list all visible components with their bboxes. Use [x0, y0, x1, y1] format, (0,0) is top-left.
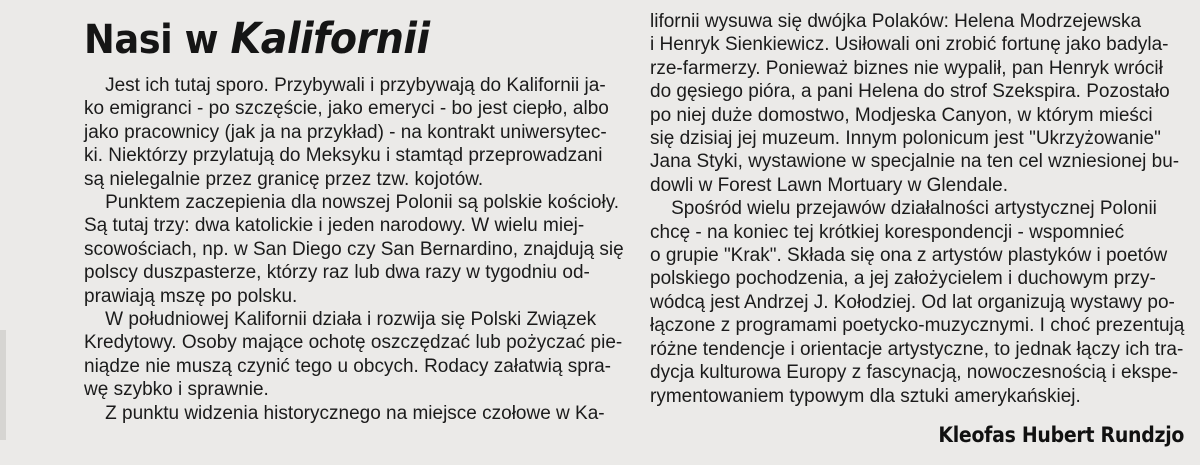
text-line: polscy duszpasterze, którzy raz lub dwa razy w tygodniu od- — [84, 262, 590, 284]
text-line: różne tendencje i orientacje artystyczne, to jednak łączy ich tra- — [650, 338, 1184, 360]
text-line: chcę - na koniec tej krótkiej korespondencji - wspomnieć — [650, 221, 1125, 243]
text-line: po niej duże domostwo, Modjeska Canyon, w którym mieści — [650, 104, 1153, 126]
text-line: rze-farmerzy. Ponieważ biznes nie wypalił, pan Henryk wrócił — [650, 57, 1163, 79]
right-paragraph — [650, 10, 1186, 197]
text-line: do gęsiego pióra, a pani Helena do strof Szekspira. Pozostało — [650, 81, 1170, 103]
text-line: lifornii wysuwa się dwójka Polaków: Helena Modrzejewska — [650, 11, 1142, 32]
text-line: polskiego pochodzenia, a jej założycielem i duchowym przy- — [650, 268, 1156, 290]
headline-plain: Nasi w — [84, 17, 231, 63]
text-line: scowościach, np. w San Diego czy San Bernardino, znajdują się — [84, 238, 624, 260]
right-column — [650, 6, 1186, 408]
text-line: prawiają mszę po polsku. — [84, 285, 298, 307]
text-line: o grupie "Krak". Składa się ona z artystów plastyków i poetów — [650, 245, 1168, 267]
left-paragraph — [84, 191, 624, 308]
text-line: rymentowaniem typowym dla sztuki amerykańskiej. — [650, 385, 1081, 407]
text-line: ki. Niektórzy przylatują do Meksyku i stamtąd przeprowadzani — [84, 145, 603, 167]
text-line: dowli w Forest Lawn Mortuary w Glendale. — [650, 174, 1008, 196]
left-paragraph — [84, 308, 623, 402]
text-line: się dzisiaj jej muzeum. Innym polonicum jest "Ukrzyżowanie" — [650, 128, 1161, 150]
text-line: i Henryk Sienkiewicz. Usiłowali oni zrobić fortunę jako badyla- — [650, 34, 1169, 56]
author-signature: Kleofas Hubert Rundzjo — [938, 423, 1184, 447]
right-column-text — [650, 10, 1186, 408]
text-line: wę szybko i sprawnie. — [84, 379, 269, 401]
text-line: są nielegalnie przez granicę przez tzw. kojotów. — [84, 168, 484, 190]
text-line: ko emigranci - po szczęście, jako emeryci - bo jest ciepło, albo — [84, 98, 609, 120]
text-line: dycja kulturowa Europy z fascynacją, nowoczesnością i ekspe- — [650, 362, 1179, 384]
headline-italic: Kalifornii — [230, 14, 430, 64]
left-paragraph — [84, 74, 616, 191]
left-paragraph — [84, 402, 616, 425]
text-line: Jest ich tutaj sporo. Przybywali i przybywają do Kalifornii ja- — [84, 75, 606, 96]
text-line: wódcą jest Andrzej J. Kołodziej. Od lat organizują wystawy po- — [650, 291, 1175, 313]
text-line: Z punktu widzenia historycznego na miejsce czołowe w Ka- — [84, 402, 605, 424]
article-headline — [84, 14, 573, 65]
text-line: Spośród wielu przejawów działalności artystycznej Polonii — [650, 198, 1157, 220]
right-paragraph — [650, 197, 1186, 408]
text-line: jako pracownicy (jak ja na przykład) - na kontrakt uniwersytec- — [84, 121, 607, 143]
text-line: łączone z programami poetycko-muzycznymi. I choć prezentują — [650, 315, 1185, 337]
text-line: Kredytowy. Osoby mające ochotę oszczędzać lub pożyczać pie- — [84, 332, 623, 354]
scan-edge-shadow — [0, 330, 6, 440]
text-line: niądze nie muszą czynić tego u obcych. Rodacy załatwią spra- — [84, 355, 611, 377]
text-line: Punktem zaczepienia dla nowszej Polonii są polskie kościoły. — [84, 192, 620, 214]
text-line: Są tutaj trzy: dwa katolickie i jeden narodowy. W wielu miej- — [84, 215, 585, 237]
left-column — [84, 6, 624, 425]
text-line: Jana Styki, wystawione w specjalnie na ten cel wzniesionej bu- — [650, 151, 1180, 173]
text-line: W południowej Kalifornii działa i rozwija się Polski Związek — [84, 309, 597, 331]
left-column-text — [84, 74, 624, 425]
